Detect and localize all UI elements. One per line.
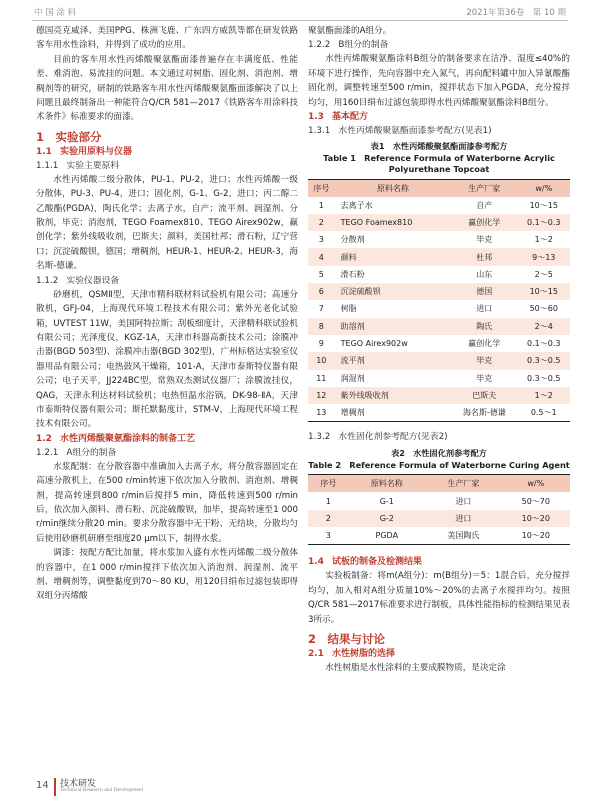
table-cell: 润湿剂 (340, 373, 365, 383)
table-cell: 0.1～0.3 (527, 339, 561, 349)
table-cell: 陶氏 (451, 318, 517, 335)
subsubsection-title: 实验仪器设备 (66, 275, 120, 286)
table-cell: 11 (316, 373, 327, 383)
table-row (308, 283, 570, 300)
journal-name: 中 国 涂 料 (34, 8, 77, 18)
subsubsection-number: 1.2.1 (36, 447, 59, 458)
table-cell: 12 (308, 387, 335, 404)
footer-accent-bar (54, 778, 56, 796)
subsection-number: 1.2 (36, 433, 52, 444)
table-cell: 树脂 (340, 304, 357, 314)
table-cell: 颜料 (335, 248, 451, 265)
table-cell: 进口 (455, 496, 472, 506)
right-column (308, 24, 570, 675)
table-cell: 1 (318, 200, 324, 210)
body-paragraph: 水性树脂是水性涂料的主要成膜物质，是决定涂 (325, 662, 506, 673)
table-header-cell: w/% (502, 475, 570, 493)
section-label-en: Technical Research and Development (60, 787, 144, 793)
table-cell: G-1 (379, 496, 394, 506)
table-body (308, 197, 570, 422)
subsection-heading (308, 555, 570, 569)
subsubsection-heading (36, 159, 298, 173)
subsection-number: 1.4 (308, 557, 324, 568)
table-title-cn: 表1 水性丙烯酸聚氨酯面漆参考配方 (370, 141, 508, 152)
table-cell: 4 (308, 248, 335, 265)
table-cell: 3 (318, 235, 324, 245)
subsubsection-title: 水性丙烯酸聚氨酯面漆参考配方(见表1) (338, 126, 492, 137)
body-paragraph: 实验板制备：将m(A组分)：m(B组分)＝5：1混合后，充分搅拌均匀，加入相对A组分质量10%～20%的去离子水搅拌均匀。按照Q/CR 581—2017标准要求进行制板，具体性能指标的检测结果见表3所示。 (308, 571, 570, 625)
subsection-heading (36, 145, 298, 159)
table-header-cell: 原料名称 (349, 475, 426, 493)
page-number: 14 (36, 780, 49, 791)
table-row (308, 266, 570, 283)
table-cell: TEGO Airex902w (340, 339, 408, 349)
subsection-number: 1.1 (36, 146, 52, 157)
table-cell: 0.5～1 (530, 408, 557, 418)
page-footer (36, 776, 196, 798)
table-cell: 滑石粉 (340, 269, 365, 279)
table-row (308, 300, 570, 317)
table-cell: 50～70 (521, 496, 550, 506)
subsection-title: 水性树脂的选择 (331, 648, 395, 659)
table-cell: 9 (318, 339, 324, 349)
table-cell: 0.3～0.5 (527, 373, 561, 383)
body-paragraph: 调漆：按配方配比加量，将水浆加入盛有水性丙烯酸二级分散体的容器中，在1 000 r/min搅拌下依次加入消泡剂、润湿剂、流平剂、增稠剂等，调整黏度到70～80 KU，用120目绢布过滤包装即得双组分丙烯酸 (36, 548, 298, 602)
table-cell: 7 (318, 304, 324, 314)
table-cell: 沉淀硫酸钡 (335, 283, 451, 300)
table-title-cn: 表2 水性固化剂参考配方 (391, 448, 487, 459)
subsubsection-heading (308, 430, 570, 444)
table-cell: 10～20 (521, 531, 550, 541)
table-cell: 毕克 (476, 235, 493, 245)
subsubsection-heading (308, 38, 570, 52)
section-number: 2 (308, 631, 317, 646)
issue-info: 2021年第36卷 第 10 期 (466, 8, 566, 18)
table-cell: 10～15 (529, 200, 558, 210)
left-column (36, 24, 298, 604)
table-cell: 山东 (476, 269, 493, 279)
table-cell: 流平剂 (335, 352, 451, 369)
table-cell: 10 (308, 352, 335, 369)
subsection-heading (36, 432, 298, 446)
subsection-title: 基本配方 (331, 112, 368, 123)
table-header-cell: w/% (518, 179, 570, 197)
table-cell: 2 (308, 214, 335, 231)
table-cell: 10～15 (518, 283, 570, 300)
section-number: 1 (36, 129, 45, 144)
subsection-title: 试板的制备及检测结果 (331, 557, 422, 568)
table-cell: 自产 (476, 200, 493, 210)
subsection-number: 1.3 (308, 112, 324, 123)
table-row (308, 214, 570, 231)
table-cell: 2～5 (534, 269, 553, 279)
table-row (308, 510, 570, 527)
subsubsection-title: 实验主要原料 (66, 160, 120, 171)
table-row (308, 197, 570, 214)
table-header-cell: 序号 (308, 475, 349, 493)
table-cell: 1～2 (534, 235, 553, 245)
table-cell: 2 (308, 510, 349, 527)
table-cell: 赢创化学 (451, 214, 517, 231)
subsubsection-number: 1.3.1 (308, 126, 331, 137)
table-cell: 8 (308, 318, 335, 335)
subsection-title: 水性丙烯酸聚氨酯涂料的制备工艺 (59, 433, 195, 444)
table-cell: 0.3～0.5 (518, 352, 570, 369)
table-cell: PGDA (375, 531, 399, 541)
table-cell: 10～20 (502, 510, 570, 527)
table-title-en: Table 2 Reference Formula of Waterborne Curing Agent (308, 459, 570, 470)
table-cell: 2～4 (518, 318, 570, 335)
table-row (308, 248, 570, 265)
subsubsection-heading (308, 124, 570, 138)
table-cell: 毕克 (451, 352, 517, 369)
section-title: 结果与讨论 (327, 631, 386, 646)
subsection-heading (308, 647, 570, 661)
table-header-cell: 生产厂家 (425, 475, 502, 493)
subsubsection-number: 1.2.2 (308, 40, 331, 51)
table-cell: 3 (325, 531, 331, 541)
section-heading (36, 129, 298, 145)
subsubsection-title: 水性固化剂参考配方(见表2) (338, 432, 448, 443)
table-cell: 分散剂 (340, 235, 365, 245)
body-paragraph: 聚氨酯面漆的A组分。 (308, 26, 392, 36)
table-cell: 德国 (451, 283, 517, 300)
table-cell: 去离子水 (340, 200, 373, 210)
subsection-heading (308, 110, 570, 124)
subsubsection-heading (36, 446, 298, 460)
table-cell: 紫外线吸收剂 (335, 387, 451, 404)
table-cell: 1～2 (518, 387, 570, 404)
subsubsection-title: B组分的制备 (338, 40, 389, 51)
table-row (308, 352, 570, 369)
table-header-cell: 生产厂家 (451, 179, 517, 197)
table-cell: 进口 (476, 304, 493, 314)
table-row (308, 370, 570, 387)
table-row (308, 404, 570, 422)
table-cell: 增稠剂 (340, 408, 365, 418)
body-paragraph: 水浆配制：在分散容器中准确加入去离子水，将分散容器固定在高速分散机上，在500 r/min转速下依次加入分散剂、消泡剂、增稠剂，提高转速到800 r/min后搅拌5 min，降低转速到500 r/min后，依次加入颜料、滑石粉、沉淀硫酸钡，加毕，提高转速至1 000 r/min继续分散20 min。要求分散容器中无干粉、无结块，分散均匀后使用砂磨机研磨至细度20 μm以下，制得水浆。 (36, 461, 298, 544)
table-row (308, 492, 570, 509)
body-paragraph: 水性丙烯酸二级分散体，PU-1、PU-2，进口；水性丙烯酸一级分散体，PU-3、PU-4，进口；固化剂，G-1、G-2，进口；丙二醇二乙酸酯(PGDA)，陶氏化学；去离子水，自产；流平剂、润湿剂、分散剂，毕克；消泡剂，TEGO Foamex810、TEGO Airex902w，赢创化学；紫外线吸收剂，巴斯夫；颜料，美国杜邦；滑石粉，辽宁营口；沉淀硫酸钡，德国；增稠剂，HEUR-1、HEUR-2、HEUR-3，海名斯-德谦。 (36, 174, 298, 272)
intro-paragraph: 目前的客车用水性丙烯酸聚氨酯面漆普遍存在丰满度低、性能差、难消泡、易流挂的问题。本文通过对树脂、固化剂、消泡剂、增稠剂等的研究，研制的铁路客车用水性丙烯酸聚氨酯面漆解决了以上问题且最终制备出一种能符合Q/CR 581—2017《铁路客车用涂料技术条件》标准要求的面漆。 (36, 54, 298, 123)
subsubsection-number: 1.1.2 (36, 275, 59, 286)
table-row (308, 387, 570, 404)
table-cell: 0.1～0.3 (518, 214, 570, 231)
table-header-cell: 原料名称 (335, 179, 451, 197)
subsubsection-number: 1.1.1 (36, 160, 59, 171)
table-cell: 13 (316, 408, 327, 418)
subsubsection-number: 1.3.2 (308, 432, 331, 443)
subsubsection-title: A组分的制备 (66, 447, 117, 458)
table-body (308, 492, 570, 544)
formula-table-2 (308, 474, 570, 545)
body-paragraph: 砂磨机，QSMⅡ型，天津市精科联材料试验机有限公司；高速分散机，GFJ-04，上海现代环境工程技术有限公司；紫外光老化试验箱，UVTEST 11W，美国阿特拉斯；刮板细度计，天津精科联试验机有限公司；光泽度仪，KGZ-1A，天津市科器高新技术公司；涂膜冲击器(BGD 503型)、涂膜冲击器(BGD 302型)，广州标格达实验室仪器用品有限公司；电热鼓风干燥箱，101-A，天津市泰斯特仪器有限公司；电子天平，JJ224BC型，常熟双杰测试仪器厂；涂膜流挂仪，QAG，天津永利达材料试验机；电热恒温水浴锅，DK-98-ⅡA，天津市泰斯特仪器有限公司；斯托默黏度计，STM-V，上海现代环境工程技术有限公司。 (36, 289, 298, 430)
section-label: 技术研发 (60, 779, 97, 789)
table-cell: 助溶剂 (335, 318, 451, 335)
table-title-en: Table 1 Reference Formula of Waterborne Acrylic (323, 152, 555, 163)
table-row (308, 335, 570, 352)
subsection-title: 实验用原料与仪器 (59, 146, 132, 157)
table-row (308, 527, 570, 545)
table-cell: 1 (325, 496, 331, 506)
body-paragraph: 水性丙烯酸聚氨酯涂料B组分的制备要求在洁净、湿度≤40%的环境下进行操作，先向容器中充入氮气，再向配料罐中加入异氰酸酯固化剂，调整转速至500 r/min，搅拌状态下加入PGDA，充分搅拌均匀，用160目绢布过滤包装即得水性丙烯酸聚氨酯涂料B组分。 (308, 54, 570, 108)
table-cell: 海名斯-德谦 (462, 408, 506, 418)
running-header (32, 6, 568, 21)
table-cell: 6 (308, 283, 335, 300)
table-cell: G-2 (349, 510, 426, 527)
table-cell: 巴斯夫 (451, 387, 517, 404)
table-cell: 50～60 (529, 304, 558, 314)
table-cell: 美国陶氏 (447, 531, 480, 541)
section-title: 实验部分 (55, 129, 102, 144)
section-heading (308, 631, 570, 647)
table-row (308, 231, 570, 248)
table-header-cell: 序号 (308, 179, 335, 197)
table-cell: 毕克 (476, 373, 493, 383)
table-title-en: Polyurethane Topcoat (388, 164, 490, 175)
table-cell: 赢创化学 (468, 339, 501, 349)
subsection-number: 2.1 (308, 648, 324, 659)
formula-table-1 (308, 179, 570, 423)
subsubsection-heading (36, 274, 298, 288)
table-cell: 进口 (425, 510, 502, 527)
table-row (308, 318, 570, 335)
table-cell: TEGO Foamex810 (335, 214, 451, 231)
table-cell: 9～13 (518, 248, 570, 265)
intro-paragraph: 德国亮克威泽、美国PPG、株洲飞鹿、广东四方威凯等都在研发铁路客车用水性涂料，并得到了成功的应用。 (36, 26, 298, 51)
table-cell: 5 (318, 269, 324, 279)
table-cell: 杜邦 (451, 248, 517, 265)
